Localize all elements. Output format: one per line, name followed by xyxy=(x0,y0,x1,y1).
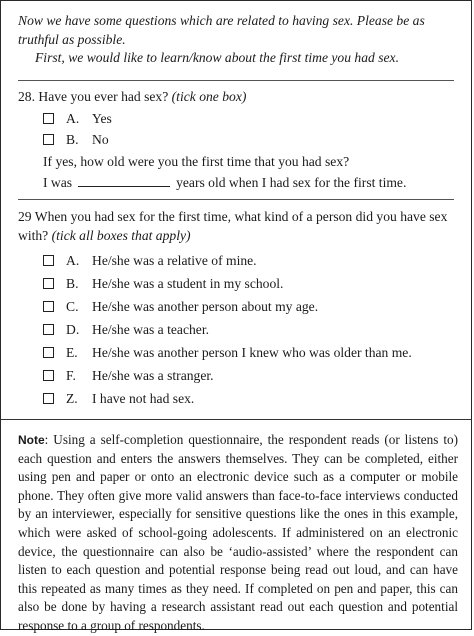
divider-note xyxy=(1,419,471,420)
q28-followup-question: If yes, how old were you the first time that you had sex? xyxy=(43,154,350,169)
checkbox[interactable] xyxy=(43,370,54,381)
checkbox[interactable] xyxy=(43,301,54,312)
checkbox[interactable] xyxy=(43,324,54,335)
q28-option-a[interactable]: A. Yes xyxy=(43,110,112,128)
note-label: Note xyxy=(18,433,45,447)
q29-option-z[interactable]: Z. I have not had sex. xyxy=(43,390,194,408)
question-28-instruction: (tick one box) xyxy=(171,89,247,104)
divider-middle xyxy=(18,199,454,200)
checkbox[interactable] xyxy=(43,393,54,404)
checkbox[interactable] xyxy=(43,278,54,289)
question-29-number: 29 xyxy=(18,209,32,224)
q28-followup-answer: I was years old when I had sex for the first time. xyxy=(43,175,407,190)
question-29 xyxy=(18,207,458,245)
q29-option-d[interactable]: D. He/she was a teacher. xyxy=(43,321,209,339)
q29-option-c[interactable]: C. He/she was another person about my age. xyxy=(43,298,318,316)
divider-top xyxy=(18,80,454,81)
question-28-text: Have you ever had sex? xyxy=(38,89,169,104)
checkbox[interactable] xyxy=(43,347,54,358)
age-input-blank[interactable] xyxy=(78,175,170,187)
q29-option-f[interactable]: F. He/she was a stranger. xyxy=(43,367,214,385)
intro-line-2: First, we would like to learn/know about the first time you had sex. xyxy=(35,50,399,65)
question-29-text: When you had sex for the first time, what kind of a person did you have sex with? xyxy=(18,209,448,243)
note-paragraph xyxy=(18,431,458,636)
q29-option-a[interactable]: A. He/she was a relative of mine. xyxy=(43,252,257,270)
q28-option-b[interactable]: B. No xyxy=(43,131,109,149)
q29-option-e[interactable]: E. He/she was another person I knew who was older than me. xyxy=(43,344,412,362)
checkbox[interactable] xyxy=(43,113,54,124)
note-text: : Using a self-completion questionnaire, the respondent reads (or listens to) each question and enters the answers themselves. They can be completed, either using pen and paper or onto an electronic device such as a computer or mobile phone. They often give more valid answers than face-to-face interviews conducted by an interviewer, especially for sensitive questions like the ones in this example, which were asked of school-going adolescents. If administered on an electronic device, the questionnaire can also be ‘audio-assisted’ where the respondent can listen to each question and potential response being read out loud, and can have this repeated as many times as they need. If completed on pen and paper, this can also be done by having a research assistant read out each question and potential response to a group of respondents. xyxy=(18,432,458,633)
checkbox[interactable] xyxy=(43,255,54,266)
intro-text xyxy=(18,12,458,68)
question-29-instruction: (tick all boxes that apply) xyxy=(51,228,191,243)
question-28-number: 28. xyxy=(18,89,35,104)
q29-option-b[interactable]: B. He/she was a student in my school. xyxy=(43,275,283,293)
checkbox[interactable] xyxy=(43,134,54,145)
question-28 xyxy=(18,87,458,106)
intro-line-1: Now we have some questions which are related to having sex. Please be as truthful as possible. xyxy=(18,13,425,47)
